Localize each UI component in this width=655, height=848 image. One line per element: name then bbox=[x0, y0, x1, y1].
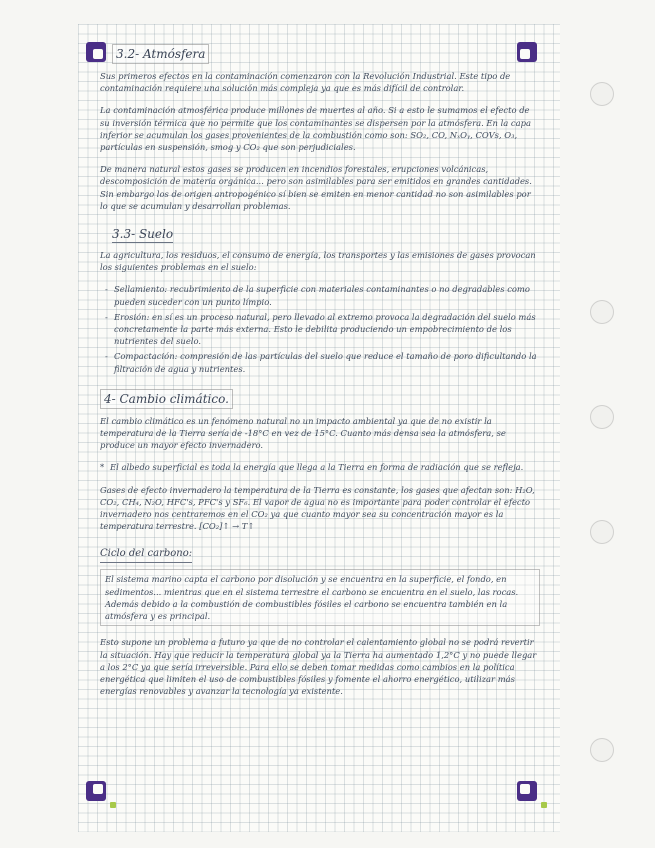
notebook-logo-bottom-left bbox=[86, 781, 106, 801]
list-item: - Sellamiento: recubrimiento de la superficie con materiales contaminantes o no degradables como pueden suceder con un punto límpio. bbox=[114, 283, 540, 307]
corner-mark-right bbox=[541, 802, 547, 808]
section-heading-atmosfera: 3.2- Atmósfera bbox=[112, 44, 209, 64]
binder-hole bbox=[590, 300, 614, 324]
soil-problems-list bbox=[100, 283, 540, 374]
binder-hole bbox=[590, 405, 614, 429]
paragraph: La contaminación atmosférica produce millones de muertes al año. Si a esto le sumamos el efecto de su inversión térmica que no permite que los contaminantes se dispersen por la atmósfera. En la capa inferior se acumulan los gases provenientes de la combustión como son: SO₂, CO, NₓOᵧ, COVs, O₃, partículas en suspensión, smog y CO₂ que son perjudiciales. bbox=[100, 105, 531, 153]
paragraph: El cambio climático es un fenómeno natural no un impacto ambiental ya que de no existir la temperatura de la Tierra sería de -18°C en vez de 15°C. Cuanto más densa sea la atmósfera, se produce un mayor efecto invernadero. bbox=[100, 415, 506, 451]
notes-content bbox=[100, 40, 540, 707]
binder-hole bbox=[590, 82, 614, 106]
section-heading-ciclo-carbono: Ciclo del carbono: bbox=[100, 546, 192, 563]
binder-hole bbox=[590, 520, 614, 544]
notebook-logo-bottom-right bbox=[517, 781, 537, 801]
paragraph: Esto supone un problema a futuro ya que de no controlar el calentamiento global no se podrá revertir la situación. Hay que reducir la temperatura global ya la Tierra ha aumentado 1,2°C y no puede llegar a los 2°C ya que sería irreversible. Para ello se deben tomar medidas como cambios en la política energética que limiten el uso de combustibles fósiles y fomente el ahorro energético, utilizar más energías renovables y avanzar la tecnología ya existente. bbox=[100, 637, 537, 697]
corner-mark-left bbox=[110, 802, 116, 808]
paragraph: La agricultura, los residuos, el consumo de energía, los transportes y las emisiones de gases provocan los siguientes problemas en el suelo: bbox=[100, 250, 536, 273]
paragraph: Gases de efecto invernadero la temperatura de la Tierra es constante, los gases que afectan son: H₂O, CO₂, CH₄, N₂O, HFC's, PFC's y SF₆. El vapor de agua no es importante para poder controlar el efecto invernadero nos centraremos en el CO₂ ya que cuanto mayor sea su concentración mayor es la temperatura terrestre. [CO₂]↑ → T↑ bbox=[100, 484, 535, 532]
paragraph: Sus primeros efectos en la contaminación comenzaron con la Revolución Industrial. Este tipo de contaminación requiere una solución más compleja ya que es más difícil de controlar. bbox=[100, 71, 511, 94]
binder-hole bbox=[590, 738, 614, 762]
list-item: - Compactación: compresión de las partículas del suelo que reduce el tamaño de poro dificultando la filtración de agua y nutrientes. bbox=[114, 350, 540, 374]
list-item: - Erosión: en sí es un proceso natural, pero llevado al extremo provoca la degradación del suelo más concretamente la parte más externa. Esto le debilita produciendo un empobrecimiento de los nutrientes del suelo. bbox=[114, 311, 540, 348]
carbon-cycle-box: El sistema marino capta el carbono por disolución y se encuentra en la superficie, el fondo, en sedimentos... mientras que en el sistema terrestre el carbono se encuentra en el suelo, las rocas. Además debido a la combustión de combustibles fósiles el carbono se encuentra también en la atmósfera y es principal. bbox=[100, 569, 540, 626]
section-heading-cambio-climatico: 4- Cambio climático. bbox=[100, 389, 233, 409]
paragraph: De manera natural estos gases se producen en incendios forestales, erupciones volcánicas, descomposición de materia orgánica... pero son asimilables para ser emitidos en grandes cantidades. Sin embargo los de origen antropogénico sí bien se emiten en menor cantidad no son asimilables por lo que se acumulan y desarrollan problemas. bbox=[100, 164, 532, 211]
section-heading-suelo: 3.3- Suelo bbox=[112, 227, 174, 242]
albedo-note: * El albedo superficial es toda la energía que llega a la Tierra en forma de radiación que se refleja. bbox=[100, 461, 540, 473]
